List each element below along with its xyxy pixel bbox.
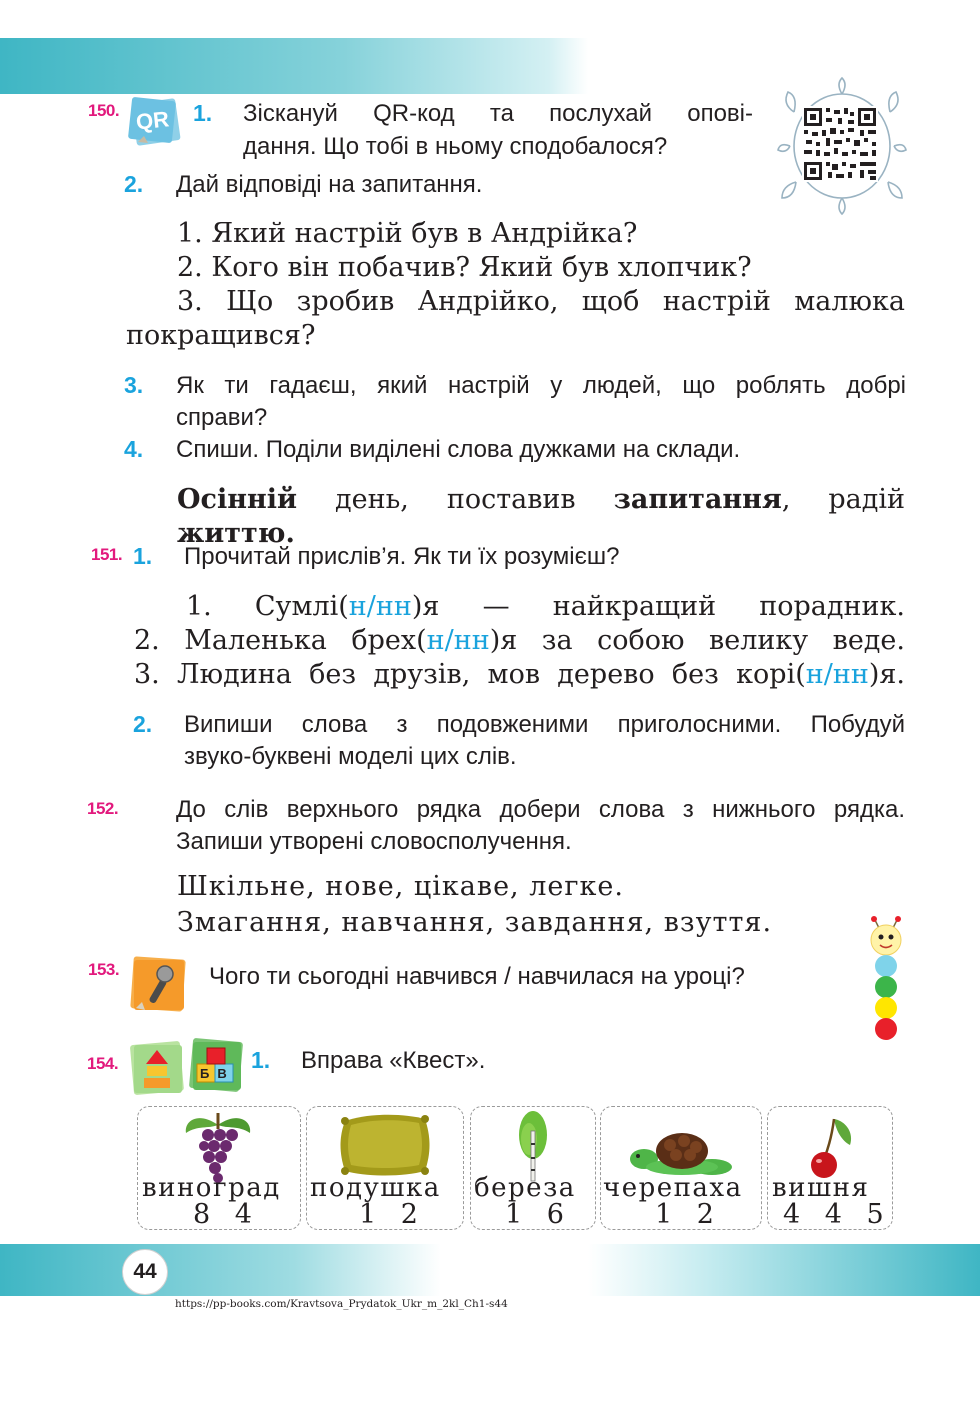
proverb-3-end: )я. (868, 659, 905, 690)
proverb-3-start: 3. Людина без друзів, мов дерево без корі( (134, 659, 806, 690)
bold-word-3: життю (177, 518, 286, 549)
quest-digits-4: 1 2 (655, 1199, 722, 1230)
footer-url[interactable]: https://pp-books.com/Kravtsova_Prydatok_Ukr_m_2kl_Ch1-s44 (175, 1298, 508, 1310)
proverb-2 (134, 624, 905, 658)
pillow-icon (337, 1111, 433, 1177)
ex150-item3-line1: Як ти гадаєш, який настрій у людей, що роблять добрі (176, 372, 906, 399)
sentence-text-3: . (285, 518, 295, 549)
ex150-item2-text: Дай відповіді на запитання. (176, 171, 483, 198)
cube-letters: БВ (200, 1066, 235, 1081)
ex151-item2-line2: звуко-буквені моделі цих слів. (184, 743, 517, 770)
ex150-item4-number: 4. (124, 436, 144, 462)
quest-word-3: береза (474, 1173, 576, 1203)
sentence-text-1: день, поставив (297, 484, 614, 515)
proverb-1 (186, 590, 905, 624)
exercise-154-number: 154. (87, 1054, 119, 1073)
ex153-text: Чого ти сьогодні навчився / навчилася на уроці? (209, 963, 745, 990)
caterpillar-icon (862, 916, 912, 1046)
proverb-1-end: )я — найкращий порадник. (411, 591, 905, 622)
quest-card-cherry[interactable] (767, 1106, 893, 1230)
ex150-item2-number: 2. (124, 171, 144, 197)
ex152-line2: Запиши утворені словосполучення. (176, 828, 572, 855)
ex152-line1: До слів верхнього рядка добери слова з нижнього рядка. (176, 796, 905, 823)
ex150-item1-line2: дання. Що тобі в ньому сподобалося? (243, 133, 668, 160)
turtle-icon (626, 1127, 736, 1179)
question-1: 1. Який настрій був в Андрійка? (177, 218, 638, 249)
ex150-item3-number: 3. (124, 372, 144, 398)
exercise-150-number: 150. (88, 101, 120, 120)
question-3-line2: покращився? (126, 320, 316, 351)
ex150-item4-text: Спиши. Поділи виділені слова дужками на склади. (176, 436, 741, 463)
question-3-line1: 3. Що зробив Андрійко, щоб настрій малюка (177, 286, 905, 317)
quest-word-4: черепаха (603, 1173, 743, 1203)
quest-digits-5: 4 4 5 (783, 1199, 892, 1230)
quest-word-1: виноград (142, 1173, 281, 1203)
cherry-icon (806, 1115, 856, 1179)
quest-word-5: вишня (772, 1173, 870, 1203)
quest-card-birch[interactable] (470, 1106, 596, 1230)
proverb-3-letters: н/нн (805, 659, 869, 690)
page-number: 44 (122, 1249, 168, 1295)
birch-icon (511, 1109, 555, 1183)
ex150-item3-line2: справи? (176, 404, 268, 431)
ex151-item2-number: 2. (133, 711, 153, 737)
ex150-item1-number: 1. (193, 100, 213, 126)
qr-code-icon[interactable] (772, 72, 912, 220)
proverb-2-start: 2. Маленька брех( (134, 625, 427, 656)
shapes-icon (128, 1040, 186, 1098)
quest-digits-3: 1 6 (505, 1199, 572, 1230)
ex154-item1-number: 1. (251, 1047, 271, 1073)
quest-card-turtle[interactable] (600, 1106, 762, 1230)
quest-digits-2: 1 2 (359, 1199, 426, 1230)
ex150-item1-line1: Зіскануй QR-код та послухай опові- (243, 100, 753, 127)
ex152-row2: Змагання, навчання, завдання, взуття. (177, 907, 773, 938)
quest-card-pillow[interactable] (306, 1106, 464, 1230)
proverb-1-letters: н/нн (348, 591, 412, 622)
exercise-151-number: 151. (91, 545, 123, 564)
proverb-2-end: )я за собою велику веде. (489, 625, 905, 656)
exercise-152-number: 152. (87, 799, 119, 818)
ex151-item2-line1: Випиши слова з подовженими приголосними. Побудуй (184, 711, 905, 738)
quest-card-grapes[interactable] (137, 1106, 301, 1230)
microphone-icon (128, 954, 188, 1014)
exercise-153-number: 153. (88, 960, 120, 979)
qr-badge-icon (128, 96, 182, 148)
sentence-text-2: , радій (781, 484, 905, 515)
qr-badge-label: QR (134, 106, 171, 135)
bold-word-1: Осінній (177, 484, 298, 515)
ex152-row1: Шкільне, нове, цікаве, легке. (177, 871, 624, 902)
ex151-item1-number: 1. (133, 543, 153, 569)
proverb-3 (134, 658, 905, 692)
ex154-item1-text: Вправа «Квест». (301, 1047, 486, 1074)
question-2: 2. Кого він побачив? Який був хлопчик? (177, 252, 752, 283)
proverb-1-start: 1. Сумлі( (186, 591, 349, 622)
proverb-2-letters: н/нн (426, 625, 490, 656)
quest-word-2: подушка (310, 1173, 441, 1203)
letter-cubes-icon (187, 1036, 245, 1094)
ex151-item1-text: Прочитай прислів’я. Як ти їх розумієш? (184, 543, 620, 570)
quest-digits-1: 8 4 (193, 1199, 260, 1230)
bold-word-2: запитання (613, 484, 782, 515)
